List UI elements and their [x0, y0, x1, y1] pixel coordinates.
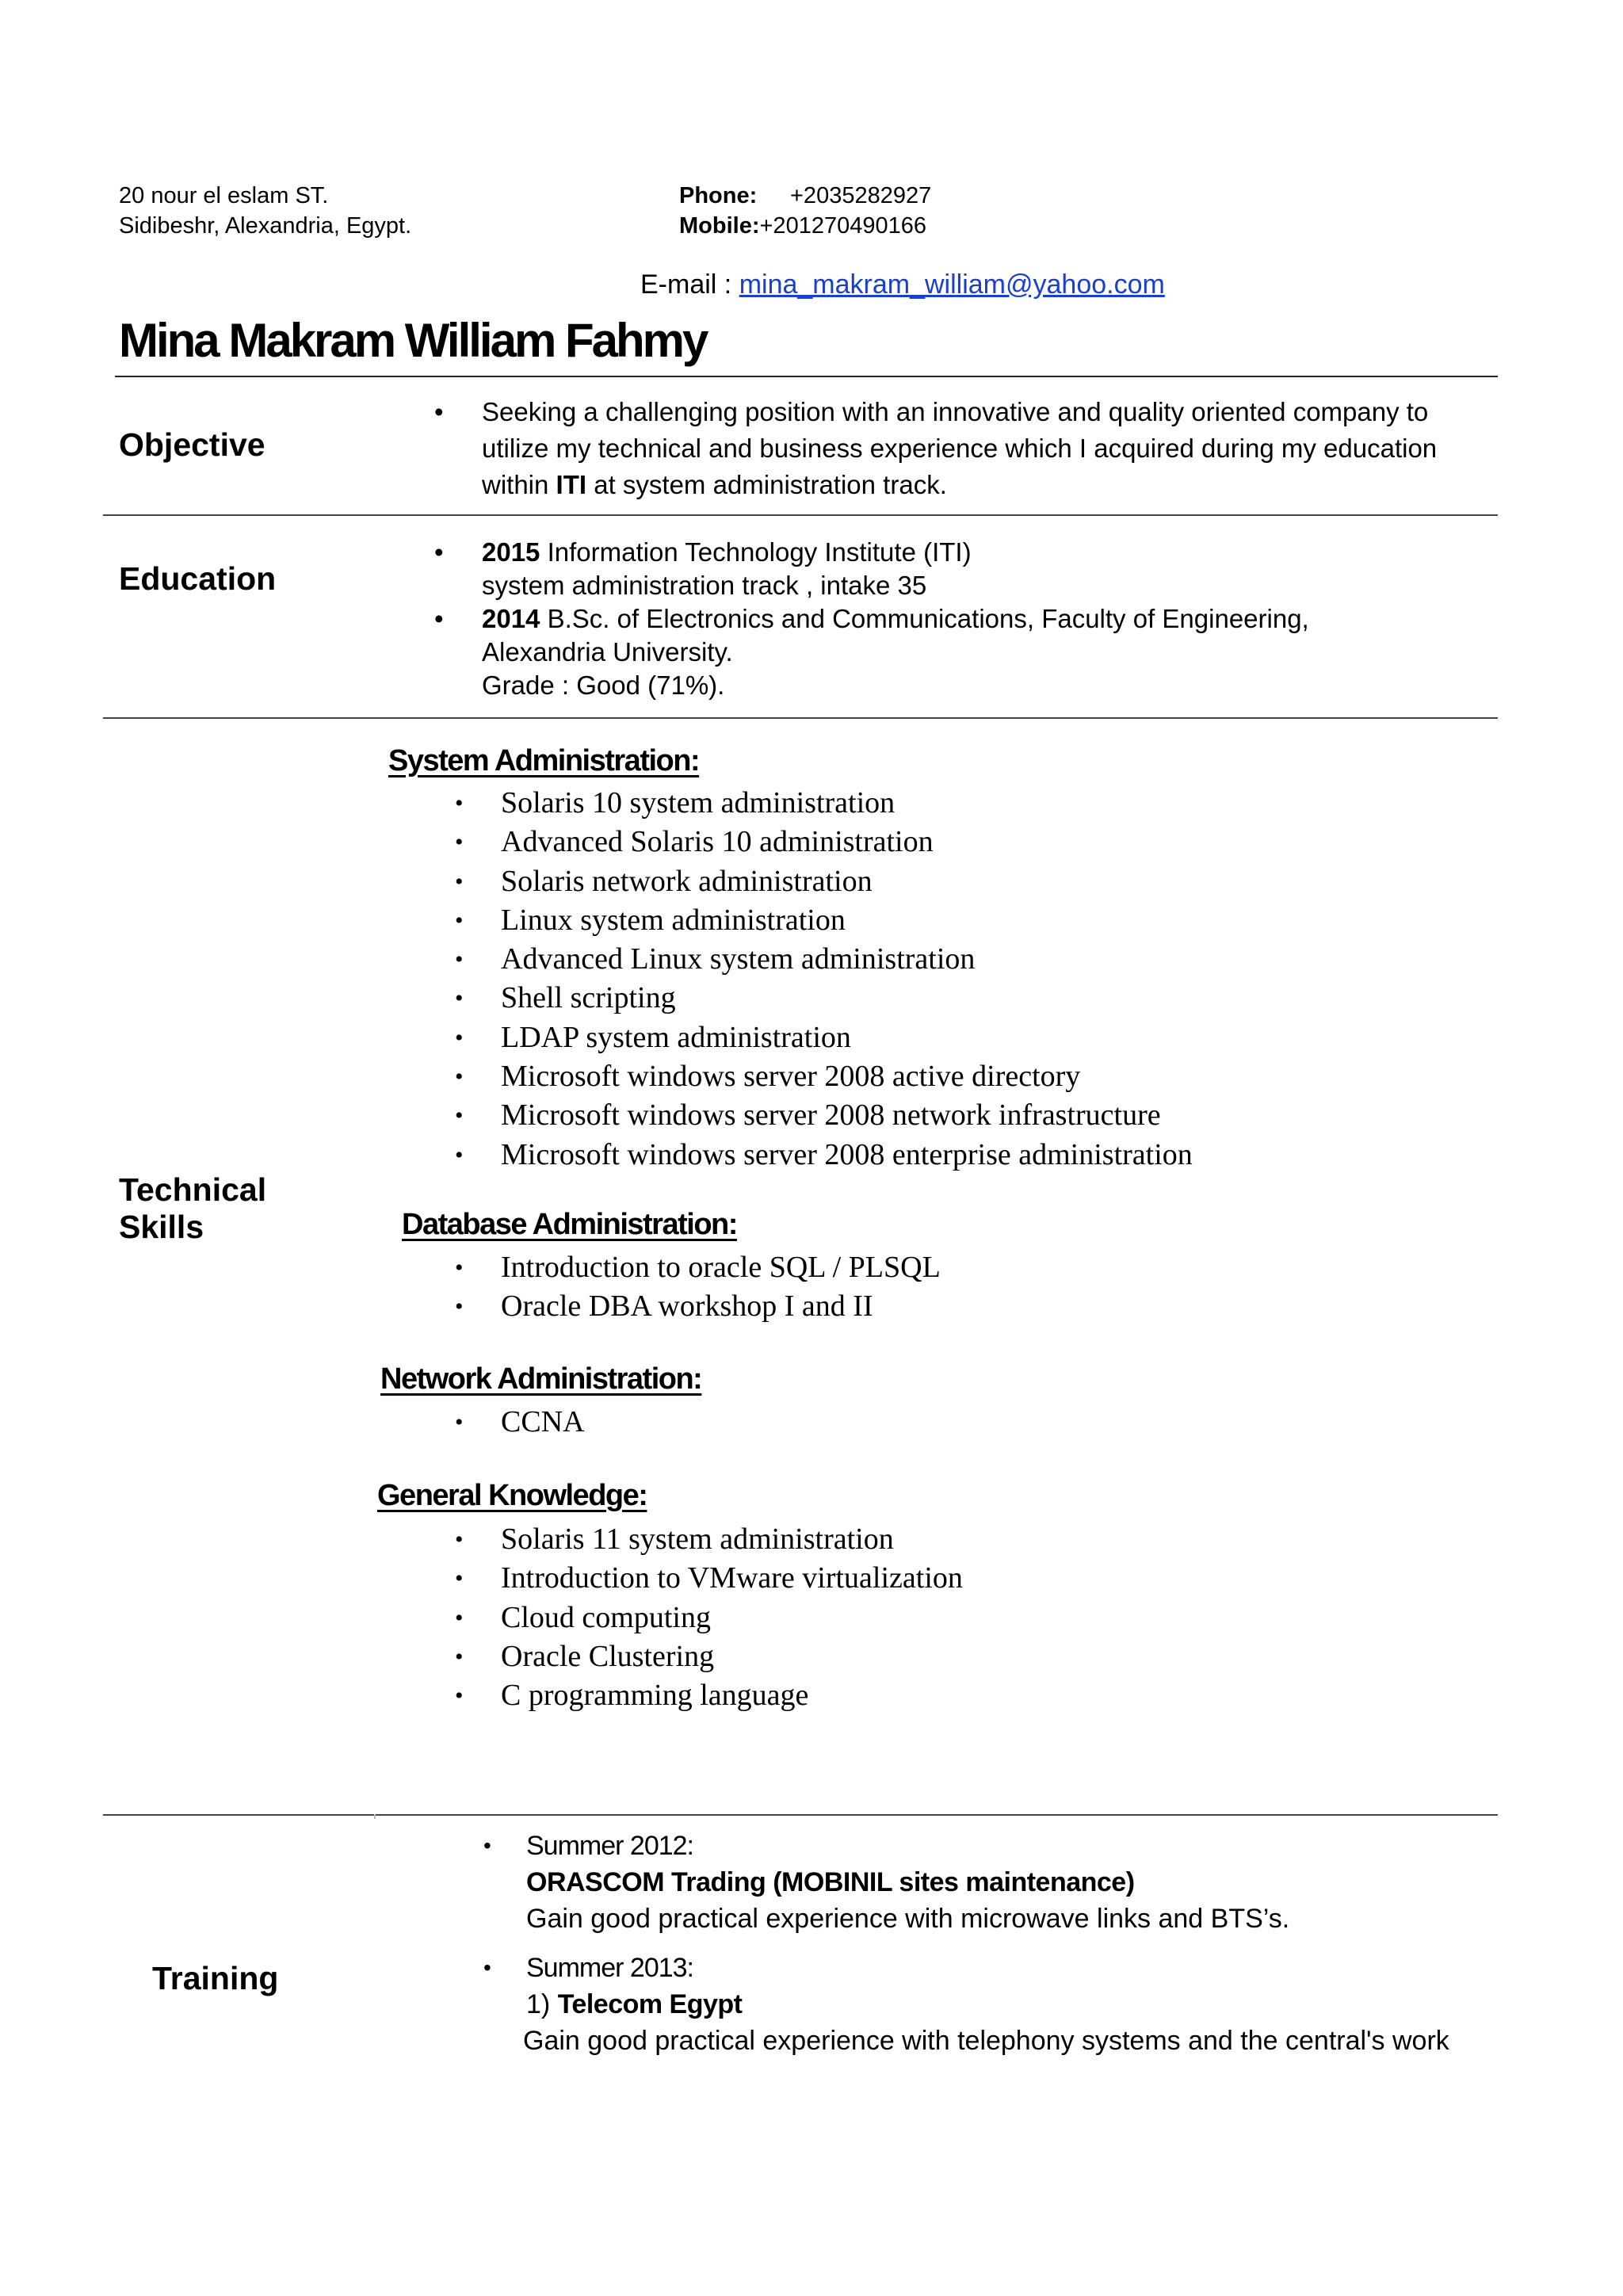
objective-iti: ITI [556, 470, 587, 499]
list-item [455, 1403, 585, 1442]
list-item [455, 1520, 963, 1559]
bullet-icon: • [455, 1565, 464, 1592]
bullet-icon: • [434, 604, 444, 633]
list-item-text: Microsoft windows server 2008 active directory [501, 1060, 1081, 1094]
education-grade: Grade : Good (71%). [482, 670, 725, 700]
training-company-row [526, 1986, 1449, 2023]
list-item [455, 1676, 963, 1715]
training-period: Summer 2013: [526, 1953, 693, 1983]
training-company: Telecom Egypt [557, 1989, 743, 2019]
education-year: 2015 [482, 537, 540, 567]
list-item-text: Advanced Linux system administration [501, 942, 976, 976]
list-item [455, 979, 1193, 1018]
bullet-icon: • [434, 537, 444, 567]
mobile-value: +201270490166 [759, 213, 926, 239]
database-admin-list [455, 1248, 941, 1327]
list-item [455, 1248, 941, 1287]
list-item-text: Microsoft windows server 2008 enterprise administration [501, 1137, 1193, 1171]
bullet-icon: • [455, 1643, 464, 1670]
bullet-icon: • [455, 1141, 464, 1168]
list-item-text: Advanced Solaris 10 administration [501, 825, 934, 859]
mobile-row [679, 211, 926, 241]
bullet-icon: • [455, 1102, 464, 1129]
database-admin-heading: Database Administration: [402, 1208, 737, 1241]
bullet-icon: • [455, 985, 464, 1012]
bullet-icon: • [455, 1064, 464, 1091]
address-line-1: 20 nour el eslam ST. [119, 183, 329, 208]
list-item [455, 823, 1193, 861]
general-knowledge-heading: General Knowledge: [377, 1479, 647, 1512]
education-title: B.Sc. of Electronics and Communications, Faculty of Engineering, [540, 604, 1309, 633]
education-item [428, 602, 1537, 702]
objective-line-3 [482, 467, 1537, 503]
list-item-text: Oracle Clustering [501, 1639, 715, 1673]
list-item [455, 1559, 963, 1598]
bullet-icon: • [455, 907, 464, 934]
education-divider [103, 717, 1498, 719]
list-item [455, 1018, 1193, 1057]
bullet-icon: • [455, 946, 464, 973]
training-label: Training [152, 1960, 279, 1996]
bullet-icon: • [455, 829, 464, 856]
list-item [455, 784, 1193, 823]
email-label: E-mail : [640, 269, 732, 300]
bullet-icon: • [455, 1604, 464, 1631]
mobile-label: Mobile: [679, 213, 760, 239]
list-item-text: LDAP system administration [501, 1020, 851, 1054]
address-line-2: Sidibeshr, Alexandria, Egypt. [119, 213, 412, 239]
bullet-icon: • [455, 1409, 464, 1435]
objective-divider [103, 514, 1498, 516]
list-item [455, 1287, 941, 1326]
objective-label: Objective [119, 426, 265, 463]
list-item-text: Microsoft windows server 2008 network infrastructure [501, 1098, 1161, 1133]
email-link[interactable]: mina_makram_william@yahoo.com [739, 269, 1165, 300]
name-divider [115, 376, 1498, 377]
table-tick [374, 1814, 376, 1819]
phone-label: Phone: [679, 183, 758, 208]
education-year: 2014 [482, 604, 540, 633]
bullet-icon: • [483, 1955, 491, 1980]
bullet-icon: • [455, 868, 464, 895]
list-item-text: Shell scripting [501, 981, 676, 1015]
bullet-icon: • [455, 1293, 464, 1320]
list-item [455, 1057, 1193, 1096]
list-item-text: Solaris 10 system administration [501, 786, 896, 819]
objective-line-1: Seeking a challenging position with an innovative and quality oriented company to [482, 397, 1429, 426]
objective-line-3-suffix: at system administration track. [586, 470, 947, 499]
list-item [455, 862, 1193, 901]
bullet-icon: • [455, 1683, 464, 1710]
list-item-text: Cloud computing [501, 1600, 711, 1634]
list-item-text: C programming language [501, 1679, 809, 1713]
training-item [483, 1828, 1449, 1937]
bullet-icon: • [455, 790, 464, 816]
system-admin-list [455, 784, 1193, 1175]
technical-skills-label-line-2: Skills [119, 1209, 204, 1245]
training-item [483, 1950, 1449, 2059]
list-item-text: Introduction to VMware virtualization [501, 1561, 963, 1595]
list-item-text: CCNA [501, 1405, 585, 1438]
technical-skills-label [119, 1171, 266, 1246]
bullet-icon: • [455, 1526, 464, 1553]
list-item-text: Introduction to oracle SQL / PLSQL [501, 1251, 941, 1284]
skills-divider [103, 1814, 1498, 1816]
training-list [483, 1828, 1449, 2059]
technical-skills-label-line-1: Technical [119, 1171, 267, 1208]
phone-value: +2035282927 [790, 183, 932, 208]
education-detail: system administration track , intake 35 [482, 571, 927, 600]
training-description: Gain good practical experience with microwave links and BTS’s. [526, 1904, 1290, 1934]
training-company: ORASCOM Trading (MOBINIL sites maintenance) [526, 1867, 1135, 1897]
bullet-icon: • [455, 1255, 464, 1281]
candidate-name: Mina Makram William Fahmy [119, 314, 707, 367]
list-item [455, 901, 1193, 940]
list-item-text: Oracle DBA workshop I and II [501, 1289, 873, 1324]
list-item-text: Solaris 11 system administration [501, 1522, 894, 1556]
phone-row [679, 181, 931, 211]
education-label: Education [119, 560, 277, 597]
list-item-text: Solaris network administration [501, 864, 873, 898]
list-item [455, 1096, 1193, 1135]
training-description: Gain good practical experience with telephony systems and the central's work [523, 2026, 1449, 2056]
list-item-text: Linux system administration [501, 903, 846, 937]
network-admin-heading: Network Administration: [380, 1362, 702, 1396]
training-company-prefix: 1) [526, 1989, 558, 2019]
list-item [455, 1136, 1193, 1175]
bullet-icon: • [434, 397, 444, 426]
email-row [640, 269, 1165, 300]
education-detail: Alexandria University. [482, 637, 733, 667]
network-admin-list [455, 1403, 585, 1442]
training-period: Summer 2012: [526, 1831, 693, 1861]
general-knowledge-list [455, 1520, 963, 1715]
list-item [455, 940, 1193, 979]
education-title: Information Technology Institute (ITI) [540, 537, 972, 567]
list-item [455, 1599, 963, 1637]
list-item [455, 1637, 963, 1676]
bullet-icon: • [455, 1024, 464, 1051]
education-item [428, 536, 1537, 602]
objective-line-3-prefix: within [482, 470, 556, 499]
education-block [428, 536, 1537, 702]
bullet-icon: • [483, 1833, 491, 1858]
objective-line-2: utilize my technical and business experience which I acquired during my education [482, 434, 1438, 463]
objective-block [428, 394, 1537, 503]
system-admin-heading: System Administration: [388, 744, 700, 777]
